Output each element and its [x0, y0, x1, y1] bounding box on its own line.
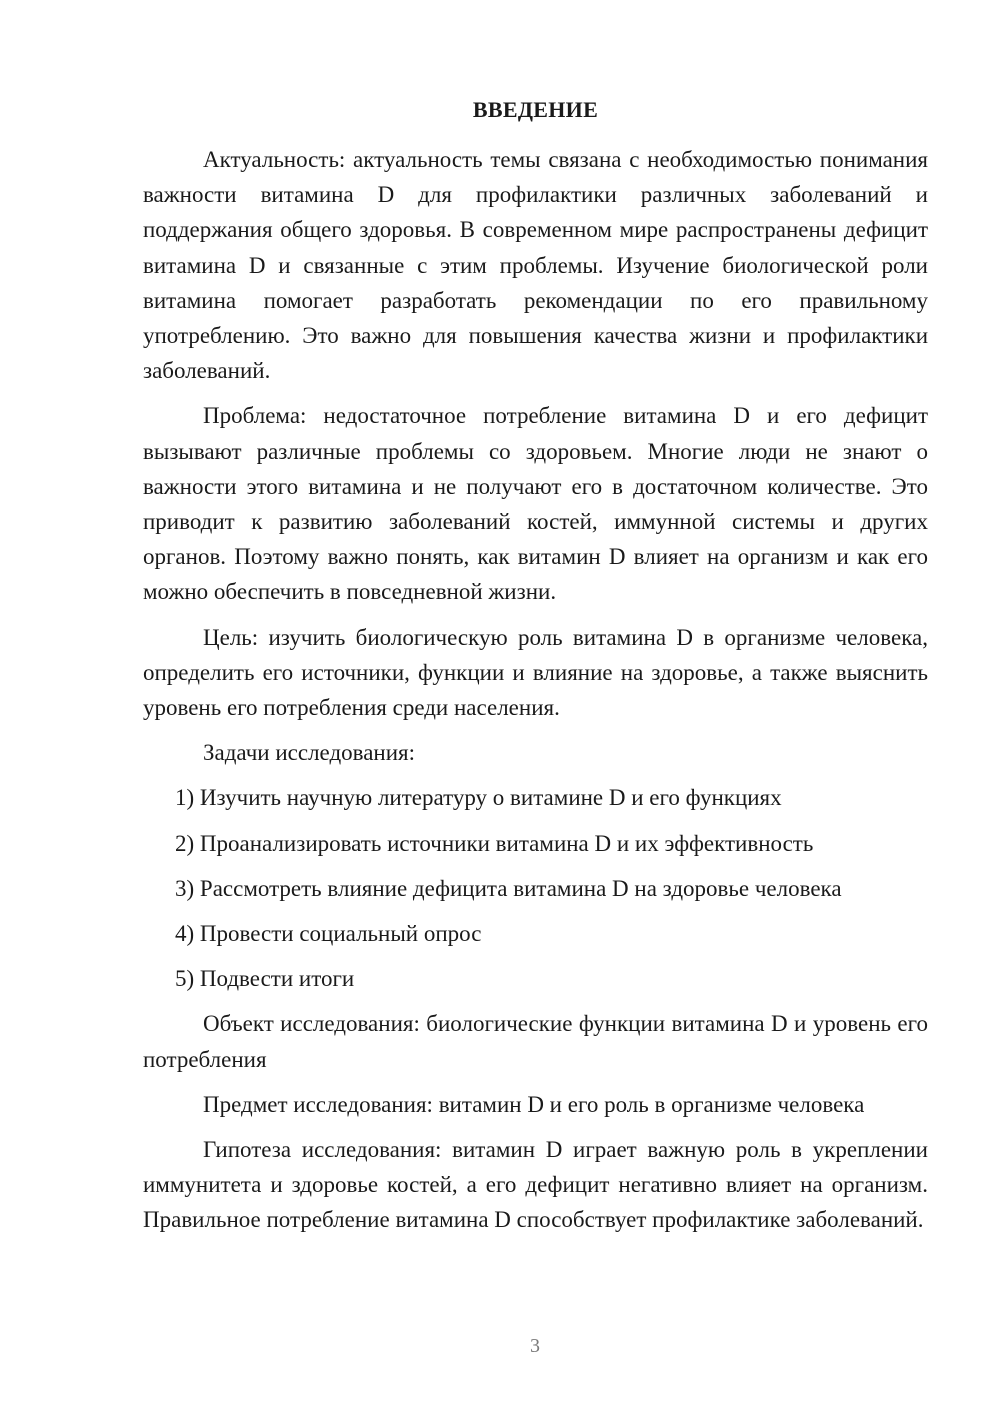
task-list: [143, 780, 928, 996]
list-item: 5) Подвести итоги: [175, 966, 355, 992]
paragraph-problem: Проблема: недостаточное потребление витамина D и его дефицит вызывают различные проблемы со здоровьем. Многие люди не знают о важности этого витамина и не получают его в достаточном количестве. Это приводит к развитию заболеваний костей, иммунной системы и других органов. Поэтому важно понять, как витамин D влияет на организм и как его можно обеспечить в повседневной жизни.: [143, 403, 928, 605]
list-item: 2) Проанализировать источники витамина D и их эффективность: [175, 830, 814, 856]
tasks-heading: Задачи исследования:: [203, 740, 416, 766]
page-number: 3: [530, 1335, 540, 1357]
paragraph-relevance: Актуальность: актуальность темы связана с необходимостью понимания важности витамина D для профилактики различных заболеваний и поддержания общего здоровья. В современном мире распространены дефицит витамина D и связанные с этим проблемы. Изучение биологической роли витамина помогает разработать рекомендации по его правильному употреблению. Это важно для повышения качества жизни и профилактики заболеваний.: [143, 147, 928, 384]
list-item: 4) Провести социальный опрос: [175, 921, 482, 947]
paragraph-hypothesis: Гипотеза исследования: витамин D играет важную роль в укреплении иммунитета и здоровье костей, а его дефицит негативно влияет на организм. Правильное потребление витамина D способствует профилактике заболеваний.: [143, 1137, 928, 1233]
paragraph-object: Объект исследования: биологические функции витамина D и уровень его потребления: [143, 1011, 928, 1072]
list-item: 1) Изучить научную литературу о витамине D и его функциях: [175, 785, 782, 811]
paragraph-subject: Предмет исследования: витамин D и его роль в организме человека: [203, 1091, 865, 1117]
document-body: [143, 142, 928, 1238]
page-title: ВВЕДЕНИЕ: [472, 97, 599, 122]
paragraph-goal: Цель: изучить биологическую роль витамина D в организме человека, определить его источники, функции и влияние на здоровье, а также выяснить уровень его потребления среди населения.: [143, 624, 928, 721]
list-item: 3) Рассмотреть влияние дефицита витамина D на здоровье человека: [175, 875, 842, 901]
